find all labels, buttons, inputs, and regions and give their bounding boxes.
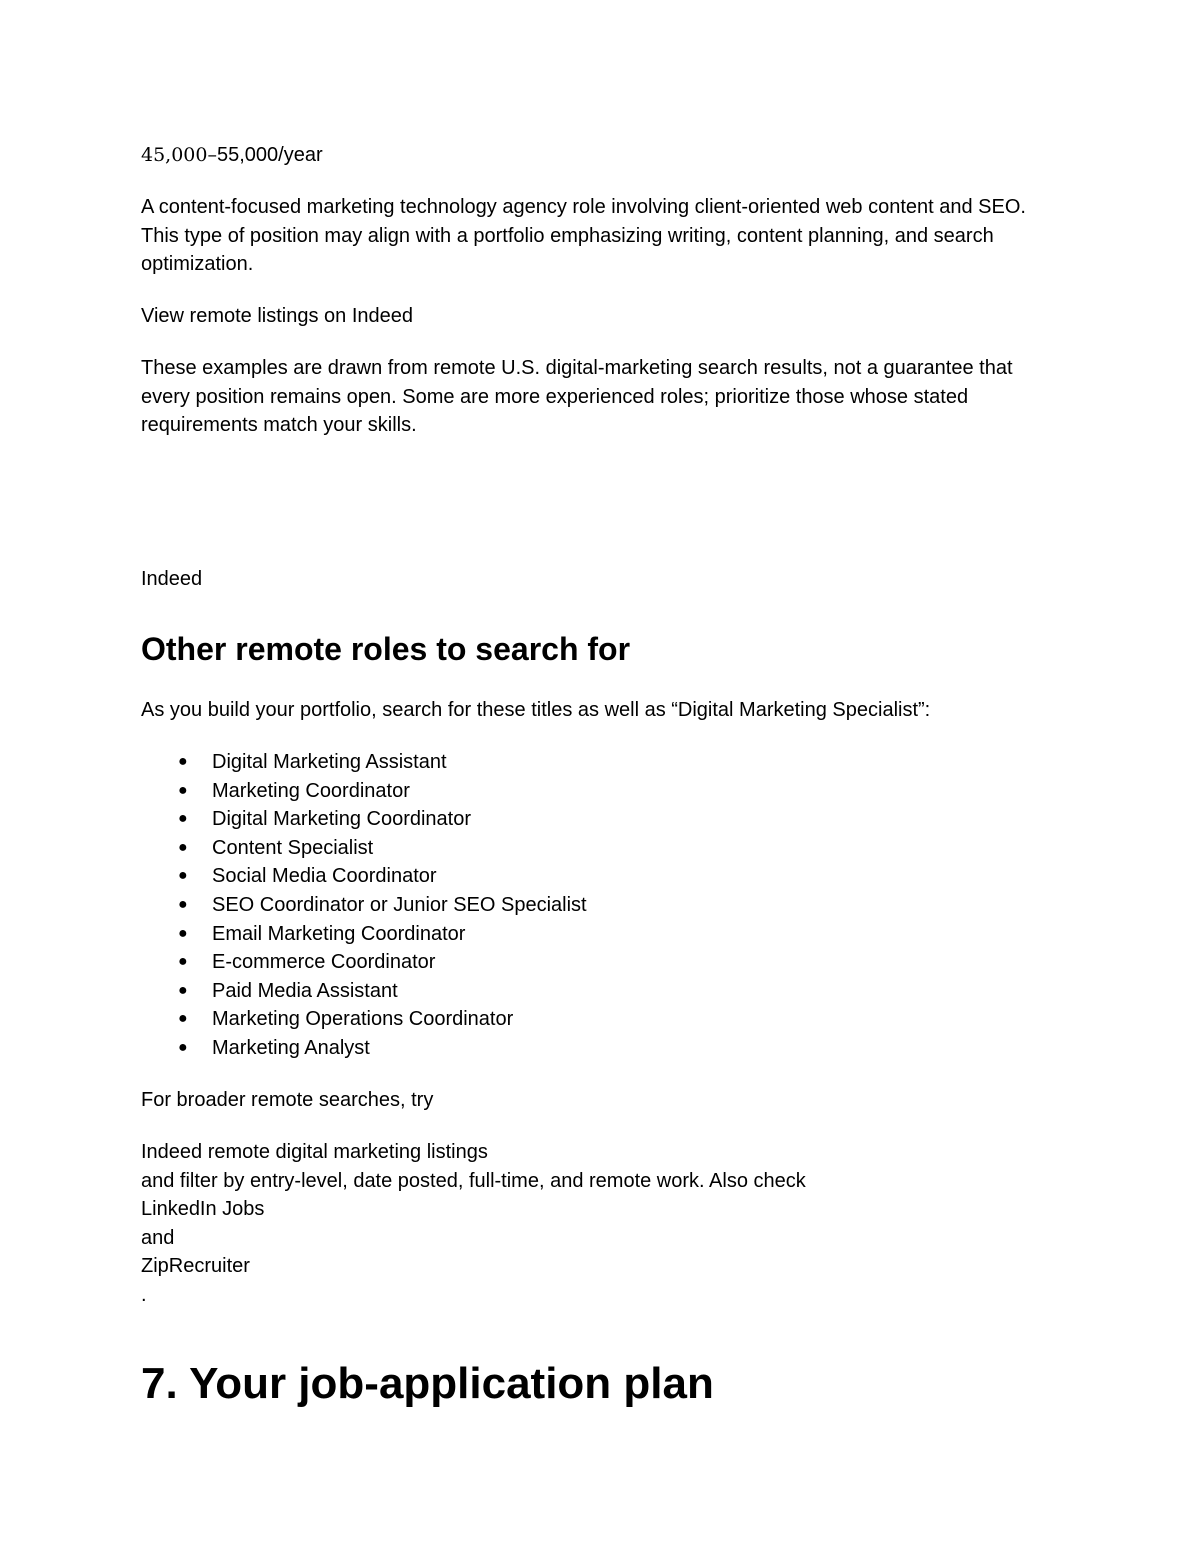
list-item-label: Marketing Operations Coordinator (212, 1008, 514, 1031)
list-item-label: Paid Media Assistant (212, 979, 398, 1002)
list-item (141, 891, 587, 920)
ziprecruiter-link[interactable]: ZipRecruiter (141, 1255, 250, 1278)
bullet-icon: ● (178, 895, 188, 913)
salary-range-end: 55,000/year (216, 144, 323, 166)
list-item (141, 748, 587, 777)
list-item-label: Marketing Analyst (212, 1036, 370, 1059)
bullet-icon: ● (178, 981, 188, 999)
list-item (141, 805, 587, 834)
bullet-icon: ● (178, 924, 188, 942)
other-roles-heading: Other remote roles to search for (141, 631, 631, 667)
closing-period: . (141, 1283, 147, 1306)
list-item (141, 1005, 587, 1034)
view-listings-link[interactable]: View remote listings on Indeed (141, 305, 414, 327)
source-label: Indeed (141, 568, 203, 590)
salary-range (141, 142, 323, 168)
list-item-label: Digital Marketing Coordinator (212, 808, 472, 831)
list-item (141, 834, 587, 863)
section-heading: 7. Your job-application plan (141, 1359, 714, 1408)
list-item-label: Social Media Coordinator (212, 865, 437, 888)
list-item (141, 977, 587, 1006)
list-item (141, 948, 587, 977)
bullet-icon: ● (178, 810, 188, 828)
list-item (141, 862, 587, 891)
disclaimer-paragraph: These examples are drawn from remote U.S. digital-marketing search results, not a guarantee that every position remains open. Some are more experienced roles; prioritize those whose stated requirements match your skills. (141, 357, 1013, 437)
list-item-label: Content Specialist (212, 836, 374, 859)
bullet-icon: ● (178, 781, 188, 799)
broader-search-intro: For broader remote searches, try (141, 1089, 434, 1111)
list-item-label: Marketing Coordinator (212, 779, 410, 802)
broader-search-block (141, 1138, 1061, 1310)
list-item-label: Email Marketing Coordinator (212, 922, 466, 945)
indeed-listings-link[interactable]: Indeed remote digital marketing listings (141, 1141, 488, 1163)
filter-instructions: and filter by entry-level, date posted, full-time, and remote work. Also check (141, 1169, 806, 1192)
linkedin-jobs-link[interactable]: LinkedIn Jobs (141, 1198, 265, 1221)
list-item (141, 1034, 587, 1063)
role-description: A content-focused marketing technology agency role involving client-oriented web content and SEO. This type of position may align with a portfolio emphasizing writing, content planning, and search optimization. (141, 196, 1026, 276)
bullet-icon: ● (178, 753, 188, 770)
bullet-icon: ● (178, 1038, 188, 1056)
role-titles-list (141, 748, 587, 1063)
other-roles-intro: As you build your portfolio, search for these titles as well as “Digital Marketing Specialist”: (141, 699, 931, 721)
and-connector: and (141, 1226, 175, 1249)
salary-range-start: 45,000– (141, 144, 217, 166)
bullet-icon: ● (178, 1010, 188, 1028)
bullet-icon: ● (178, 838, 188, 856)
bullet-icon: ● (178, 867, 188, 885)
list-item-label: SEO Coordinator or Junior SEO Specialist (212, 893, 587, 916)
list-item-label: Digital Marketing Assistant (212, 751, 447, 773)
list-item (141, 920, 587, 949)
bullet-icon: ● (178, 953, 188, 971)
list-item (141, 777, 587, 806)
list-item-label: E-commerce Coordinator (212, 951, 436, 974)
